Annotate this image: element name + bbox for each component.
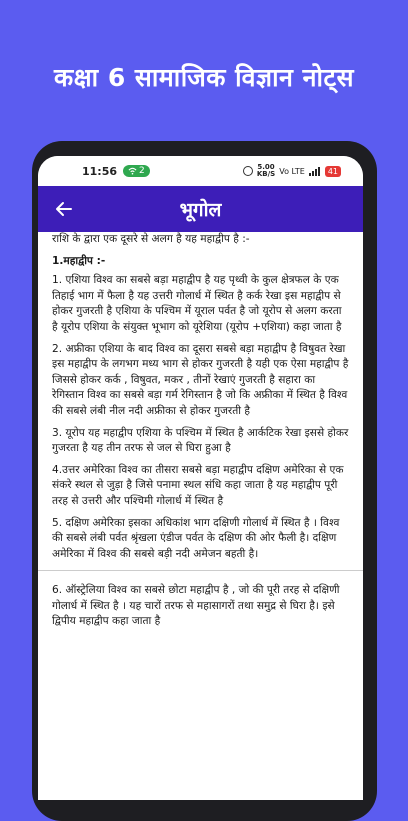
net-speed [257, 164, 275, 178]
status-icons [243, 164, 341, 178]
signal-icon [309, 167, 321, 176]
paragraph-australia: 6. ऑस्ट्रेलिया विश्व का सबसे छोटा महाद्वीप है , जो की पूरी तरह से दक्षिणी गोलार्ध में स्थित है । यह चारों तरफ से महासागरों तथा समुद्र से घिरा है। इसे द्विपीय महाद्वीप कहा जाता है [52, 584, 340, 628]
paragraph-north-america: 4.उत्तर अमेरिका विश्व का तीसरा सबसे बड़ा महाद्वीप दक्षिण अमेरिका से एक संकरे स्थल से जुड़ा है जिसे पनामा स्थल संधि कहा जाता है यह महाद्वीप पूरी तरह से उत्तरी और पश्चिमी गोलार्ध में स्थित है [52, 463, 344, 507]
page-title: भूगोल [179, 199, 222, 221]
paragraph-asia: 1. एशिया विश्व का सबसे बड़ा महाद्वीप है यह पृथ्वी के कुल क्षेत्रफल के एक तिहाई भाग में फैला है यह उत्तरी गोलार्ध में स्थित है कर्क रेखा इस महाद्वीप से होकर गुजरती है एशिया के पश्चिम में यूराल पर्वत है जो यूरोप से अलग करता है यूरोप एशिया के संयुक्त भूभाग को यूरेशिया (यूरोप +एशिया) कहा जाता है [52, 274, 342, 333]
arrow-left-icon [55, 200, 73, 218]
alarm-icon [243, 166, 253, 176]
paragraph-europe: 3. यूरोप यह महाद्वीप एशिया के पश्चिम में स्थित है आर्कटिक रेखा इससे होकर गुजरता है यह तीन तरफ से जल से घिरा हुआ है [52, 426, 349, 455]
app-bar [38, 186, 363, 232]
paragraph-south-america: 5. दक्षिण अमेरिका इसका अधिकांश भाग दक्षिणी गोलार्ध में स्थित है । विश्व की सबसे लंबी पर्वत श्रृंखला एंडीज पर्वत के दक्षिण की ओर फैली है। दक्षिण अमेरिका में विश्व की सबसे बड़ी नदी अमेजन बहती है। [52, 516, 340, 560]
promo-title: कक्षा 6 सामाजिक विज्ञान नोट्स [54, 63, 354, 92]
paragraph-africa: 2. अफ्रीका एशिया के बाद विश्व का दूसरा सबसे बड़ा महाद्वीप है विषुवत रेखा इस महाद्वीप के लगभग मध्य भाग से होकर गुजरती है यही एक ऐसा महाद्वीप है जिससे होकर कर्क , विषुवत, मकर , तीनों रेखाएं गुजरती है सहारा का रेगिस्तान विश्व का सबसे बड़ा गर्म रेगिस्तान है जो कि अफ्रीका में स्थित है विश्व की सबसे लंबी नील नदी अफ्रीका से होकर गुजरती है [52, 342, 349, 417]
phone-screen [38, 156, 363, 800]
intro-text: राशि के द्वारा एक दूसरे से अलग है यह महाद्वीप है :- [52, 233, 250, 245]
status-time: 11:56 [82, 164, 118, 178]
divider [38, 570, 363, 571]
wifi-hotspot-icon [128, 167, 137, 175]
section-heading: 1.महाद्वीप :- [52, 254, 106, 267]
back-button[interactable] [44, 186, 84, 232]
net-speed-unit: KB/S [256, 170, 276, 178]
net-speed-value: 5.00 [257, 163, 275, 171]
status-bar [38, 156, 363, 186]
battery-indicator: 41 [325, 166, 341, 177]
notification-pill[interactable] [123, 165, 150, 177]
network-type: Vo LTE [279, 166, 305, 176]
notes-content [38, 232, 363, 800]
notification-count: 2 [139, 166, 145, 176]
